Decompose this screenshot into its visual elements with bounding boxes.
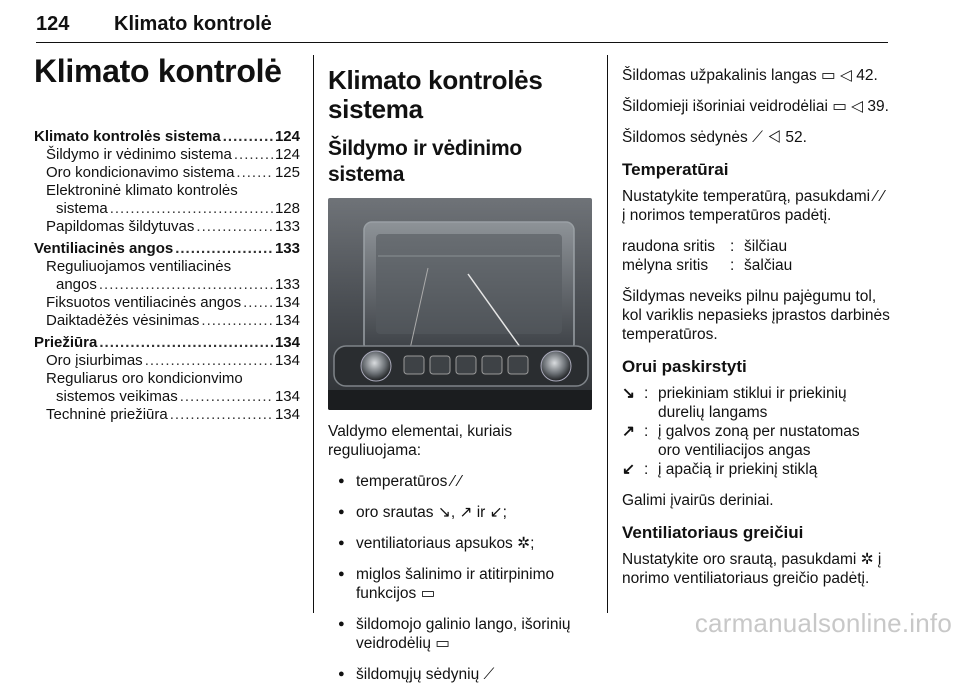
page-header (36, 8, 888, 43)
toc-entry[interactable] (34, 218, 300, 236)
toc-entry[interactable] (34, 240, 300, 258)
toc-entry[interactable] (34, 388, 300, 406)
toc-group (34, 334, 300, 424)
toc-page: 134 (274, 406, 300, 423)
toc-label: Ventiliacinės angos (34, 240, 174, 257)
climate-control-photo (328, 198, 592, 410)
toc-page: 124 (274, 128, 300, 145)
toc-label: Priežiūra (34, 334, 98, 351)
toc-label: sistemos veikimas (56, 388, 178, 405)
toc-page: 134 (274, 352, 300, 369)
list-item: ● temperatūros ⁄ ⁄ (328, 472, 594, 491)
air-distribution-heading: Orui paskirstyti (622, 357, 747, 376)
toc-page: 124 (274, 146, 300, 163)
toc-column (34, 52, 300, 428)
toc-entry[interactable] (34, 334, 300, 352)
toc-entry[interactable] (34, 146, 300, 164)
list-item: ● šildomojo galinio lango, išorinių veidrodėlių ▭ (328, 615, 594, 653)
list-item: ● ventiliatoriaus apsukos ✲; (328, 534, 594, 553)
table-row: mėlyna sritis : šalčiau (622, 257, 793, 274)
fan-speed-text: Nustatykite oro srautą, pasukdami ✲ į norimo ventiliatoriaus greičio padėtį. (622, 551, 882, 587)
list-item: ● oro srautas ↘, ↗ ir ↙; (328, 503, 594, 522)
list-item: ● miglos šalinimo ir atitirpinimo funkcijos ▭ (328, 565, 594, 603)
watermark: carmanualsonline.info (694, 608, 952, 638)
temperature-text: Nustatykite temperatūrą, pasukdami ⁄ ⁄ į norimos temperatūros padėtį. (622, 188, 884, 224)
chapter-title: Klimato kontrolė (34, 53, 282, 89)
toc-entry[interactable] (34, 276, 300, 294)
column-divider (607, 55, 608, 613)
toc-entry[interactable] (34, 312, 300, 330)
mirrors-note: Šildomieji išoriniai veidrodėliai ▭ ◁ 39. (622, 98, 889, 115)
toc-entry[interactable] (34, 294, 300, 312)
toc-page: 128 (274, 200, 300, 217)
column-divider (313, 55, 314, 613)
table-of-contents (34, 128, 300, 424)
toc-page: 134 (274, 294, 300, 311)
head-airflow-icon: ↗ (622, 423, 635, 440)
rear-window-note: Šildomas užpakalinis langas ▭ ◁ 42. (622, 67, 878, 84)
controls-list (328, 472, 594, 684)
toc-entry[interactable] (34, 128, 300, 146)
combinations-note: Galimi įvairūs deriniai. (622, 492, 774, 509)
toc-label: Daiktadėžės vėsinimas (46, 312, 200, 329)
table-row: ↘ : priekiniam stiklui ir priekinių durelių langams (622, 385, 847, 421)
toc-entry[interactable] (34, 164, 300, 182)
toc-entry[interactable] (34, 406, 300, 424)
seats-note: Šildomos sėdynės ⟋ ◁ 52. (622, 129, 807, 146)
toc-page: 133 (274, 218, 300, 235)
toc-label: Techninė priežiūra (46, 406, 168, 423)
toc-label: Elektroninė klimato kontrolės (46, 182, 238, 199)
main-column (328, 66, 594, 696)
toc-page: 133 (274, 240, 300, 257)
toc-page: 133 (274, 276, 300, 293)
toc-group (34, 240, 300, 330)
toc-page: 134 (274, 312, 300, 329)
toc-label: Klimato kontrolės sistema (34, 128, 221, 145)
toc-group (34, 128, 300, 236)
running-title: Klimato kontrolė (114, 13, 272, 35)
table-row: ↗ : į galvos zoną per nustatomas oro ventiliacijos angas (622, 423, 860, 459)
heating-note: Šildymas neveiks pilnu pajėgumu tol, kol variklis nepasieks įprastos darbinės temperatūros. (622, 288, 890, 343)
toc-label: Šildymo ir vėdinimo sistema (46, 146, 232, 163)
toc-label: Fiksuotos ventiliacinės angos (46, 294, 242, 311)
windscreen-airflow-icon: ↘ (622, 385, 635, 402)
toc-label: Oro įsiurbimas (46, 352, 143, 369)
section-title: Klimato kontrolės sistema (328, 65, 543, 124)
temperature-table (622, 237, 890, 275)
intro-text: Valdymo elementai, kuriais reguliuojama: (328, 423, 513, 459)
list-item: ● šildomųjų sėdynių ⟋ (328, 665, 594, 684)
toc-page: 134 (274, 334, 300, 351)
temperature-heading: Temperatūrai (622, 160, 729, 179)
toc-page: 134 (274, 388, 300, 405)
toc-page: 125 (274, 164, 300, 181)
toc-label: sistema (56, 200, 108, 217)
toc-label: Oro kondicionavimo sistema (46, 164, 235, 181)
toc-entry[interactable] (34, 200, 300, 218)
toc-label: Reguliarus oro kondicionvimo (46, 370, 243, 387)
dashboard-illustration (328, 198, 592, 410)
footwell-airflow-icon: ↙ (622, 461, 635, 478)
fan-speed-heading: Ventiliatoriaus greičiui (622, 523, 804, 542)
right-column (622, 66, 890, 600)
table-row: raudona sritis : šilčiau (622, 238, 788, 255)
subsection-title: Šildymo ir vėdinimo sistema (328, 137, 522, 186)
toc-label: Reguliuojamos ventiliacinės (46, 258, 232, 275)
table-row: ↙ : į apačią ir priekinį stiklą (622, 461, 818, 478)
toc-entry[interactable] (34, 352, 300, 370)
page-number: 124 (36, 13, 70, 35)
toc-label: Papildomas šildytuvas (46, 218, 195, 235)
toc-label: angos (56, 276, 97, 293)
air-distribution-table (622, 384, 890, 479)
